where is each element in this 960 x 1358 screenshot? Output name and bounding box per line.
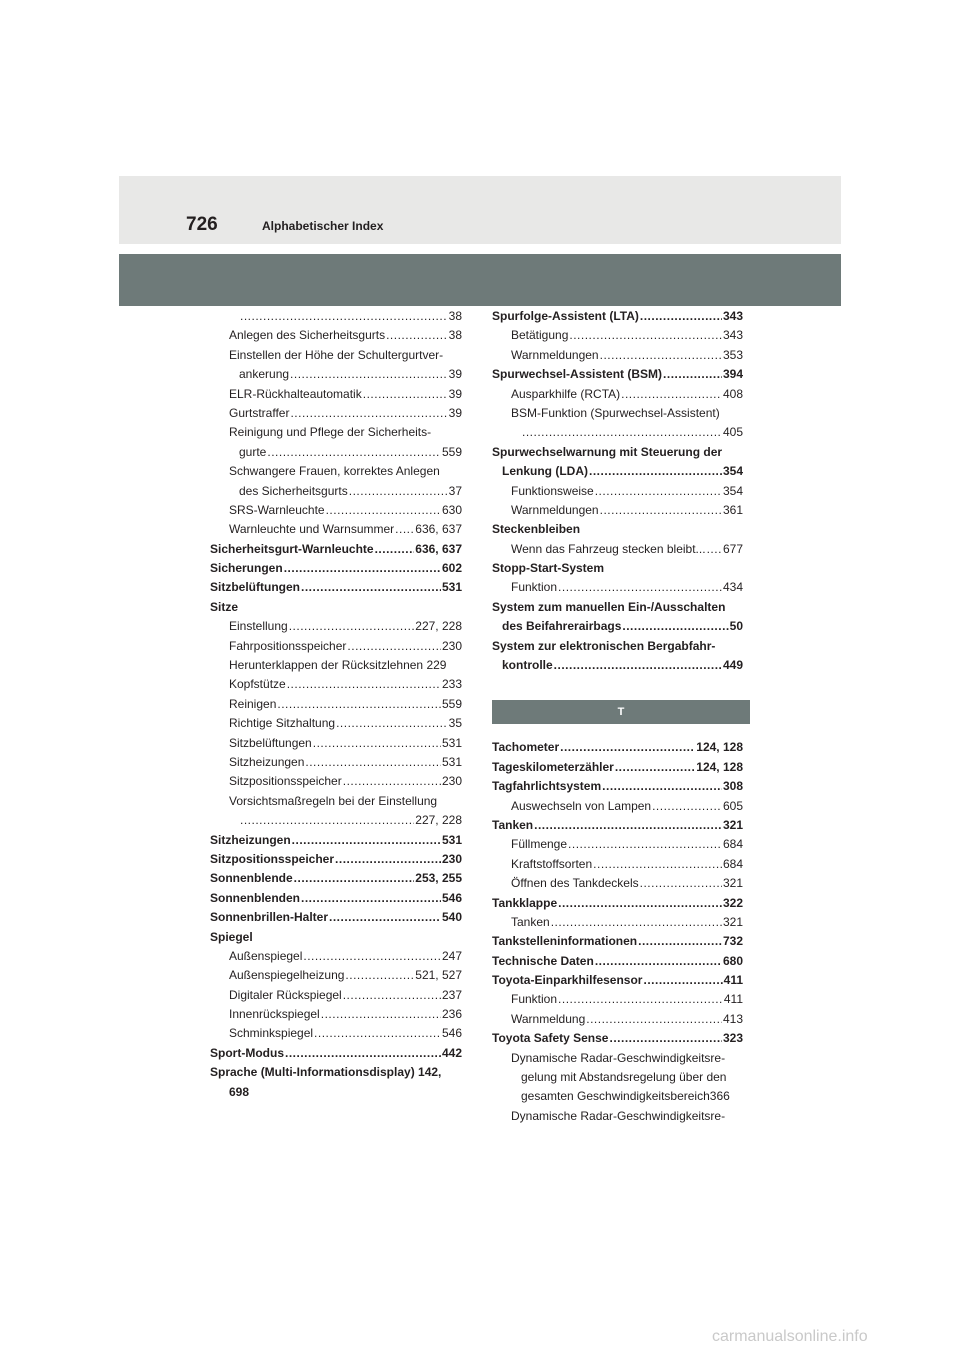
dot-leader bbox=[292, 831, 441, 850]
index-entry-label: Füllmenge bbox=[511, 837, 568, 852]
index-entry-page[interactable]: 434 bbox=[722, 580, 743, 595]
index-entry bbox=[492, 462, 743, 481]
index-entry-page[interactable]: 321 bbox=[722, 914, 743, 929]
index-entry bbox=[210, 734, 462, 753]
index-entry-page[interactable]: 546 bbox=[441, 890, 462, 905]
index-entry-label: Sonnenbrillen-Halter bbox=[210, 910, 329, 925]
index-entry-label: gesamten Geschwindigkeitsbereich366 bbox=[521, 1089, 730, 1104]
index-entry bbox=[492, 559, 743, 578]
index-entry-page[interactable]: 124, 128 bbox=[696, 759, 743, 774]
index-entry bbox=[210, 753, 462, 772]
index-entry bbox=[210, 578, 462, 597]
index-entry-label: Auswechseln von Lampen bbox=[511, 798, 652, 813]
index-entry-page[interactable]: 531 bbox=[441, 832, 462, 847]
index-entry-label: Vorsichtsmaßregeln bei der Einstellung bbox=[229, 793, 438, 808]
index-entry bbox=[210, 695, 462, 714]
index-entry bbox=[492, 346, 743, 365]
dot-leader bbox=[326, 501, 441, 520]
dot-leader bbox=[558, 894, 722, 913]
index-entry-label: Herunterklappen der Rücksitzlehnen 229 bbox=[229, 658, 447, 673]
dot-leader bbox=[609, 1029, 721, 1048]
index-entry-page[interactable]: 308 bbox=[722, 779, 743, 794]
dot-leader bbox=[602, 777, 722, 796]
index-entry bbox=[210, 540, 462, 559]
index-entry-label: Reinigung und Pflege der Sicherheits- bbox=[229, 425, 432, 440]
index-entry bbox=[492, 1107, 743, 1126]
dot-leader bbox=[560, 738, 695, 757]
dot-leader bbox=[663, 365, 722, 384]
dot-leader bbox=[313, 734, 441, 753]
index-entry bbox=[492, 617, 743, 636]
index-entry-label: Warnmeldung bbox=[511, 1011, 586, 1026]
index-entry bbox=[210, 792, 462, 811]
dot-leader bbox=[349, 482, 448, 501]
index-entry bbox=[210, 423, 462, 442]
dot-leader bbox=[522, 423, 722, 442]
dot-leader bbox=[294, 869, 415, 888]
index-entry bbox=[492, 894, 743, 913]
index-entry-page[interactable]: 559 bbox=[441, 444, 462, 459]
index-entry bbox=[210, 947, 462, 966]
index-entry-label: System zum manuellen Ein-/Ausschalten bbox=[492, 599, 726, 614]
index-entry-label: Außenspiegelheizung bbox=[229, 968, 345, 983]
index-entry-page[interactable]: 546 bbox=[441, 1026, 462, 1041]
index-entry bbox=[492, 932, 743, 951]
index-entry bbox=[210, 598, 462, 617]
index-entry bbox=[210, 501, 462, 520]
dot-leader bbox=[551, 913, 722, 932]
index-entry bbox=[492, 758, 743, 777]
dot-leader bbox=[301, 578, 441, 597]
index-entry-label: Spiegel bbox=[210, 929, 253, 944]
index-entry-label: Sonnenblende bbox=[210, 871, 293, 886]
index-entry-page[interactable]: 230 bbox=[441, 851, 462, 866]
index-entry bbox=[210, 1044, 462, 1063]
dot-leader bbox=[589, 462, 722, 481]
index-entry-label: Sicherheitsgurt-Warnleuchte bbox=[210, 541, 374, 556]
index-entry bbox=[210, 831, 462, 850]
dot-leader bbox=[289, 617, 415, 636]
index-entry-label: Spurwechselwarnung mit Steuerung der bbox=[492, 444, 723, 459]
index-entry-label: Lenkung (LDA) bbox=[502, 464, 588, 479]
dot-leader bbox=[595, 952, 722, 971]
dot-leader bbox=[363, 385, 448, 404]
index-entry-label: Tachometer bbox=[492, 740, 560, 755]
index-entry bbox=[210, 462, 462, 481]
index-entry bbox=[492, 578, 743, 597]
dot-leader bbox=[558, 991, 723, 1010]
index-entry-label: Tageskilometerzähler bbox=[492, 759, 614, 774]
index-entry-label: Dynamische Radar-Geschwindigkeitsre- bbox=[511, 1050, 726, 1065]
index-entry bbox=[210, 1083, 462, 1102]
index-entry-label: gelung mit Abstandsregelung über den bbox=[521, 1070, 727, 1085]
index-entry bbox=[492, 855, 743, 874]
index-column-left bbox=[210, 307, 462, 1102]
index-entry-label: Tankklappe bbox=[492, 895, 558, 910]
index-entry bbox=[210, 656, 462, 675]
index-entry-label: Tankstelleninformationen bbox=[492, 934, 638, 949]
index-entry bbox=[210, 850, 462, 869]
index-entry bbox=[492, 443, 743, 462]
index-entry bbox=[210, 1024, 462, 1043]
index-entry bbox=[492, 1010, 743, 1029]
index-entry bbox=[492, 1049, 743, 1068]
index-entry-page[interactable]: 343 bbox=[722, 328, 743, 343]
index-entry-page[interactable]: 35 bbox=[448, 716, 462, 731]
index-entry-label: des Sicherheitsgurts bbox=[239, 483, 348, 498]
index-entry-label: Sprache (Multi-Informationsdisplay) 142, bbox=[210, 1065, 442, 1080]
chapter-title: Alphabetischer Index bbox=[262, 219, 384, 233]
index-entry-page[interactable]: 411 bbox=[723, 992, 743, 1007]
index-entry bbox=[210, 714, 462, 733]
dot-leader bbox=[303, 947, 441, 966]
index-entry-label: Sonnenblenden bbox=[210, 890, 300, 905]
dot-leader bbox=[643, 971, 722, 990]
index-entry bbox=[492, 307, 743, 326]
index-entry bbox=[492, 874, 743, 893]
dot-leader bbox=[321, 1005, 441, 1024]
index-group-t bbox=[492, 738, 743, 1126]
index-entry-page[interactable]: 236 bbox=[441, 1007, 462, 1022]
index-entry bbox=[210, 772, 462, 791]
index-entry bbox=[492, 1068, 743, 1087]
index-entry bbox=[492, 423, 743, 442]
index-entry-page[interactable]: 230 bbox=[441, 774, 462, 789]
index-entry bbox=[210, 385, 462, 404]
index-entry bbox=[492, 385, 743, 404]
dot-leader bbox=[240, 307, 448, 326]
watermark: carmanualsonline.info bbox=[712, 1328, 868, 1345]
index-entry bbox=[492, 540, 743, 559]
dot-leader bbox=[640, 874, 722, 893]
dot-leader bbox=[285, 1044, 441, 1063]
index-entry bbox=[210, 675, 462, 694]
index-entry-page[interactable]: 38 bbox=[448, 328, 462, 343]
index-entry bbox=[210, 986, 462, 1005]
index-entry-page[interactable]: 411 bbox=[723, 973, 743, 988]
index-entry-label: Ausparkhilfe (RCTA) bbox=[511, 386, 621, 401]
dot-leader bbox=[329, 908, 441, 927]
index-entry-label: Toyota Safety Sense bbox=[492, 1031, 609, 1046]
dot-leader bbox=[593, 855, 722, 874]
index-entry-label: Einstellung bbox=[229, 619, 288, 634]
index-entry-label: Innenrückspiegel bbox=[229, 1007, 320, 1022]
index-entry-page[interactable]: 124, 128 bbox=[696, 740, 743, 755]
dot-leader bbox=[290, 365, 448, 384]
dot-leader bbox=[345, 966, 414, 985]
dot-leader bbox=[395, 520, 414, 539]
index-entry-page[interactable]: 343 bbox=[722, 308, 743, 323]
index-entry bbox=[210, 404, 462, 423]
index-entry-page[interactable]: 354 bbox=[722, 464, 743, 479]
index-entry-label: Spurwechsel-Assistent (BSM) bbox=[492, 367, 663, 382]
index-entry-page[interactable]: 253, 255 bbox=[415, 871, 462, 886]
dot-leader bbox=[267, 443, 441, 462]
index-entry-label: Funktion bbox=[511, 580, 558, 595]
index-entry bbox=[210, 637, 462, 656]
index-entry bbox=[210, 811, 462, 830]
index-entry bbox=[492, 520, 743, 539]
index-entry-page[interactable]: 394 bbox=[722, 367, 743, 382]
dot-leader bbox=[707, 540, 722, 559]
index-entry-page[interactable]: 531 bbox=[441, 754, 462, 769]
index-entry-label: Tanken bbox=[511, 914, 550, 929]
index-entry-label: BSM-Funktion (Spurwechsel-Assistent) bbox=[511, 405, 720, 420]
index-entry bbox=[210, 1005, 462, 1024]
index-entry bbox=[210, 326, 462, 345]
index-entry-page[interactable]: 227, 228 bbox=[415, 813, 462, 828]
index-entry bbox=[210, 307, 462, 326]
dot-leader bbox=[568, 835, 722, 854]
dot-leader bbox=[343, 986, 441, 1005]
index-entry-page[interactable]: 732 bbox=[722, 934, 743, 949]
index-entry-page[interactable]: 321 bbox=[722, 817, 743, 832]
dot-leader bbox=[301, 889, 441, 908]
index-entry-page[interactable]: 39 bbox=[448, 405, 462, 420]
dot-leader bbox=[586, 1010, 722, 1029]
index-entry-page[interactable]: 321 bbox=[722, 876, 743, 891]
dot-leader bbox=[621, 385, 722, 404]
dot-leader bbox=[336, 714, 448, 733]
dot-leader bbox=[284, 559, 441, 578]
index-entry bbox=[492, 598, 743, 617]
index-entry-label: kontrolle bbox=[502, 658, 553, 673]
dot-leader bbox=[615, 758, 695, 777]
index-entry bbox=[210, 482, 462, 501]
dot-leader bbox=[375, 540, 415, 559]
index-entry-page[interactable]: 323 bbox=[722, 1031, 743, 1046]
index-entry-page[interactable]: 602 bbox=[441, 561, 462, 576]
dot-leader bbox=[305, 753, 441, 772]
index-entry-label: Technische Daten bbox=[492, 953, 594, 968]
dot-leader bbox=[595, 482, 722, 501]
index-entry bbox=[492, 835, 743, 854]
index-entry-label: Funktionsweise bbox=[511, 483, 594, 498]
index-entry-label: Betätigung bbox=[511, 328, 569, 343]
index-entry bbox=[210, 365, 462, 384]
index-entry-label: Sitzbelüftungen bbox=[210, 580, 300, 595]
index-entry-label: 698 bbox=[229, 1084, 250, 1099]
dot-leader bbox=[638, 932, 722, 951]
index-entry-label: Sitzheizungen bbox=[229, 754, 305, 769]
index-entry-page[interactable]: 408 bbox=[722, 386, 743, 401]
index-entry bbox=[210, 966, 462, 985]
index-entry-label: gurte bbox=[239, 444, 267, 459]
dot-leader bbox=[240, 811, 414, 830]
index-entry-page[interactable]: 680 bbox=[722, 953, 743, 968]
dot-leader bbox=[622, 617, 728, 636]
index-group-s-continued bbox=[492, 307, 743, 675]
index-entry bbox=[492, 326, 743, 345]
index-entry-label: Sitzpositionsspeicher bbox=[229, 774, 342, 789]
index-entry-label: Sicherungen bbox=[210, 561, 283, 576]
dot-leader bbox=[640, 307, 722, 326]
section-letter-bar: T bbox=[492, 700, 750, 724]
header-band bbox=[119, 176, 841, 244]
index-entry-label: Warnmeldungen bbox=[511, 502, 599, 517]
index-entry-page[interactable]: 233 bbox=[441, 677, 462, 692]
index-entry-label: ankerung bbox=[239, 367, 290, 382]
index-entry-page[interactable]: 237 bbox=[441, 987, 462, 1002]
index-entry-page[interactable]: 39 bbox=[448, 367, 462, 382]
index-entry bbox=[210, 908, 462, 927]
index-entry-label: Reinigen bbox=[229, 696, 277, 711]
index-entry-label: Tagfahrlichtsystem bbox=[492, 779, 602, 794]
index-entry-page[interactable]: 353 bbox=[722, 347, 743, 362]
index-entry bbox=[210, 928, 462, 947]
index-entry-label: Anlegen des Sicherheitsgurts bbox=[229, 328, 386, 343]
index-entry bbox=[492, 637, 743, 656]
index-entry-label: System zur elektronischen Bergabfahr- bbox=[492, 638, 716, 653]
index-entry-page[interactable]: 413 bbox=[722, 1011, 743, 1026]
index-entry-label: Toyota-Einparkhilfesensor bbox=[492, 973, 643, 988]
index-entry-page[interactable]: 449 bbox=[722, 658, 743, 673]
index-entry-label: Einstellen der Höhe der Schultergurtver- bbox=[229, 347, 444, 362]
index-entry-page[interactable]: 531 bbox=[441, 735, 462, 750]
index-entry-label: Sitzbelüftungen bbox=[229, 735, 312, 750]
index-entry-label: Schwangere Frauen, korrektes Anlegen bbox=[229, 464, 440, 479]
index-entry-page[interactable]: 559 bbox=[441, 696, 462, 711]
index-entry bbox=[492, 991, 743, 1010]
dot-leader bbox=[290, 404, 447, 423]
index-entry-label: Richtige Sitzhaltung bbox=[229, 716, 336, 731]
section-gap bbox=[492, 675, 743, 700]
index-entry-label: Sitze bbox=[210, 599, 239, 614]
index-entry-page[interactable]: 630 bbox=[441, 502, 462, 517]
index-entry-label: Wenn das Fahrzeug stecken bleibt... bbox=[511, 541, 706, 556]
dot-leader bbox=[558, 578, 722, 597]
index-entry-label: Außenspiegel bbox=[229, 948, 303, 963]
index-entry-page[interactable]: 361 bbox=[722, 502, 743, 517]
index-entry-label: Sitzheizungen bbox=[210, 832, 291, 847]
index-entry-page[interactable]: 227, 228 bbox=[415, 619, 462, 634]
dot-leader bbox=[347, 637, 441, 656]
index-entry-label: Tanken bbox=[492, 817, 534, 832]
index-entry bbox=[492, 501, 743, 520]
index-entry-page[interactable]: 37 bbox=[448, 483, 462, 498]
index-entry-label: ELR-Rückhalteautomatik bbox=[229, 386, 362, 401]
index-entry-label: Warnleuchte und Warnsummer bbox=[229, 522, 395, 537]
index-entry-page[interactable]: 442 bbox=[441, 1045, 462, 1060]
section-band bbox=[119, 254, 841, 306]
index-entry-label: Schminkspiegel bbox=[229, 1026, 314, 1041]
index-entry bbox=[492, 1029, 743, 1048]
index-entry bbox=[210, 1063, 462, 1082]
index-entry bbox=[210, 443, 462, 462]
index-entry-page[interactable]: 540 bbox=[441, 910, 462, 925]
index-entry-page[interactable]: 405 bbox=[722, 425, 743, 440]
index-entry bbox=[492, 952, 743, 971]
index-entry-page[interactable]: 354 bbox=[722, 483, 743, 498]
index-entry bbox=[492, 913, 743, 932]
index-entry bbox=[210, 889, 462, 908]
dot-leader bbox=[343, 772, 441, 791]
index-entry bbox=[492, 482, 743, 501]
index-entry-label: Steckenbleiben bbox=[492, 522, 581, 537]
index-entry-page[interactable]: 684 bbox=[722, 837, 743, 852]
dot-leader bbox=[569, 326, 722, 345]
index-entry-page[interactable]: 521, 527 bbox=[415, 968, 462, 983]
index-entry bbox=[492, 404, 743, 423]
index-entry-page[interactable]: 38 bbox=[448, 308, 462, 323]
index-entry-label: Warnmeldungen bbox=[511, 347, 599, 362]
index-entry bbox=[210, 869, 462, 888]
index-entry bbox=[492, 738, 743, 757]
index-entry-label: Dynamische Radar-Geschwindigkeitsre- bbox=[511, 1108, 726, 1123]
index-entry bbox=[492, 365, 743, 384]
dot-leader bbox=[600, 346, 722, 365]
index-entry bbox=[210, 346, 462, 365]
index-entry-label: SRS-Warnleuchte bbox=[229, 502, 325, 517]
index-entry-page[interactable]: 677 bbox=[722, 541, 743, 556]
index-entry-page[interactable]: 50 bbox=[729, 619, 743, 634]
index-entry bbox=[492, 816, 743, 835]
dot-leader bbox=[534, 816, 722, 835]
dot-leader bbox=[386, 326, 448, 345]
index-entry-page[interactable]: 531 bbox=[441, 580, 462, 595]
dot-leader bbox=[335, 850, 441, 869]
index-entry-page[interactable]: 247 bbox=[441, 948, 462, 963]
dot-leader bbox=[277, 695, 441, 714]
index-column-right bbox=[492, 307, 743, 1126]
dot-leader bbox=[287, 675, 441, 694]
index-entry-page[interactable]: 230 bbox=[441, 638, 462, 653]
index-entry-label: Fahrpositionsspeicher bbox=[229, 638, 347, 653]
index-entry-page[interactable]: 322 bbox=[722, 895, 743, 910]
index-entry-label: Digitaler Rückspiegel bbox=[229, 987, 342, 1002]
index-entry bbox=[492, 971, 743, 990]
index-entry-page[interactable]: 684 bbox=[722, 856, 743, 871]
index-entry-label: Sitzpositionsspeicher bbox=[210, 851, 335, 866]
index-entry-page[interactable]: 636, 637 bbox=[415, 522, 462, 537]
index-entry bbox=[492, 656, 743, 675]
index-entry bbox=[492, 1087, 743, 1106]
dot-leader bbox=[652, 797, 722, 816]
page-number: 726 bbox=[186, 214, 218, 235]
index-entry-label: des Beifahrerairbags bbox=[502, 619, 622, 634]
index-entry-page[interactable]: 605 bbox=[722, 798, 743, 813]
index-entry-label: Stopp-Start-System bbox=[492, 561, 605, 576]
index-entry-label: Funktion bbox=[511, 992, 558, 1007]
index-entry-page[interactable]: 636, 637 bbox=[415, 541, 462, 556]
index-entry-label: Sport-Modus bbox=[210, 1045, 284, 1060]
index-entry-page[interactable]: 39 bbox=[448, 386, 462, 401]
dot-leader bbox=[600, 501, 722, 520]
index-entry bbox=[210, 617, 462, 636]
index-entry bbox=[492, 777, 743, 796]
index-entry-label: Kopfstütze bbox=[229, 677, 286, 692]
index-entry bbox=[492, 797, 743, 816]
index-entry bbox=[210, 520, 462, 539]
index-entry-label: Öffnen des Tankdeckels bbox=[511, 876, 639, 891]
index-entry-label: Spurfolge-Assistent (LTA) bbox=[492, 308, 639, 323]
dot-leader bbox=[554, 656, 722, 675]
dot-leader bbox=[314, 1024, 441, 1043]
index-entry-label: Gurtstraffer bbox=[229, 405, 290, 420]
index-entry bbox=[210, 559, 462, 578]
index-entry-label: Kraftstoffsorten bbox=[511, 856, 593, 871]
